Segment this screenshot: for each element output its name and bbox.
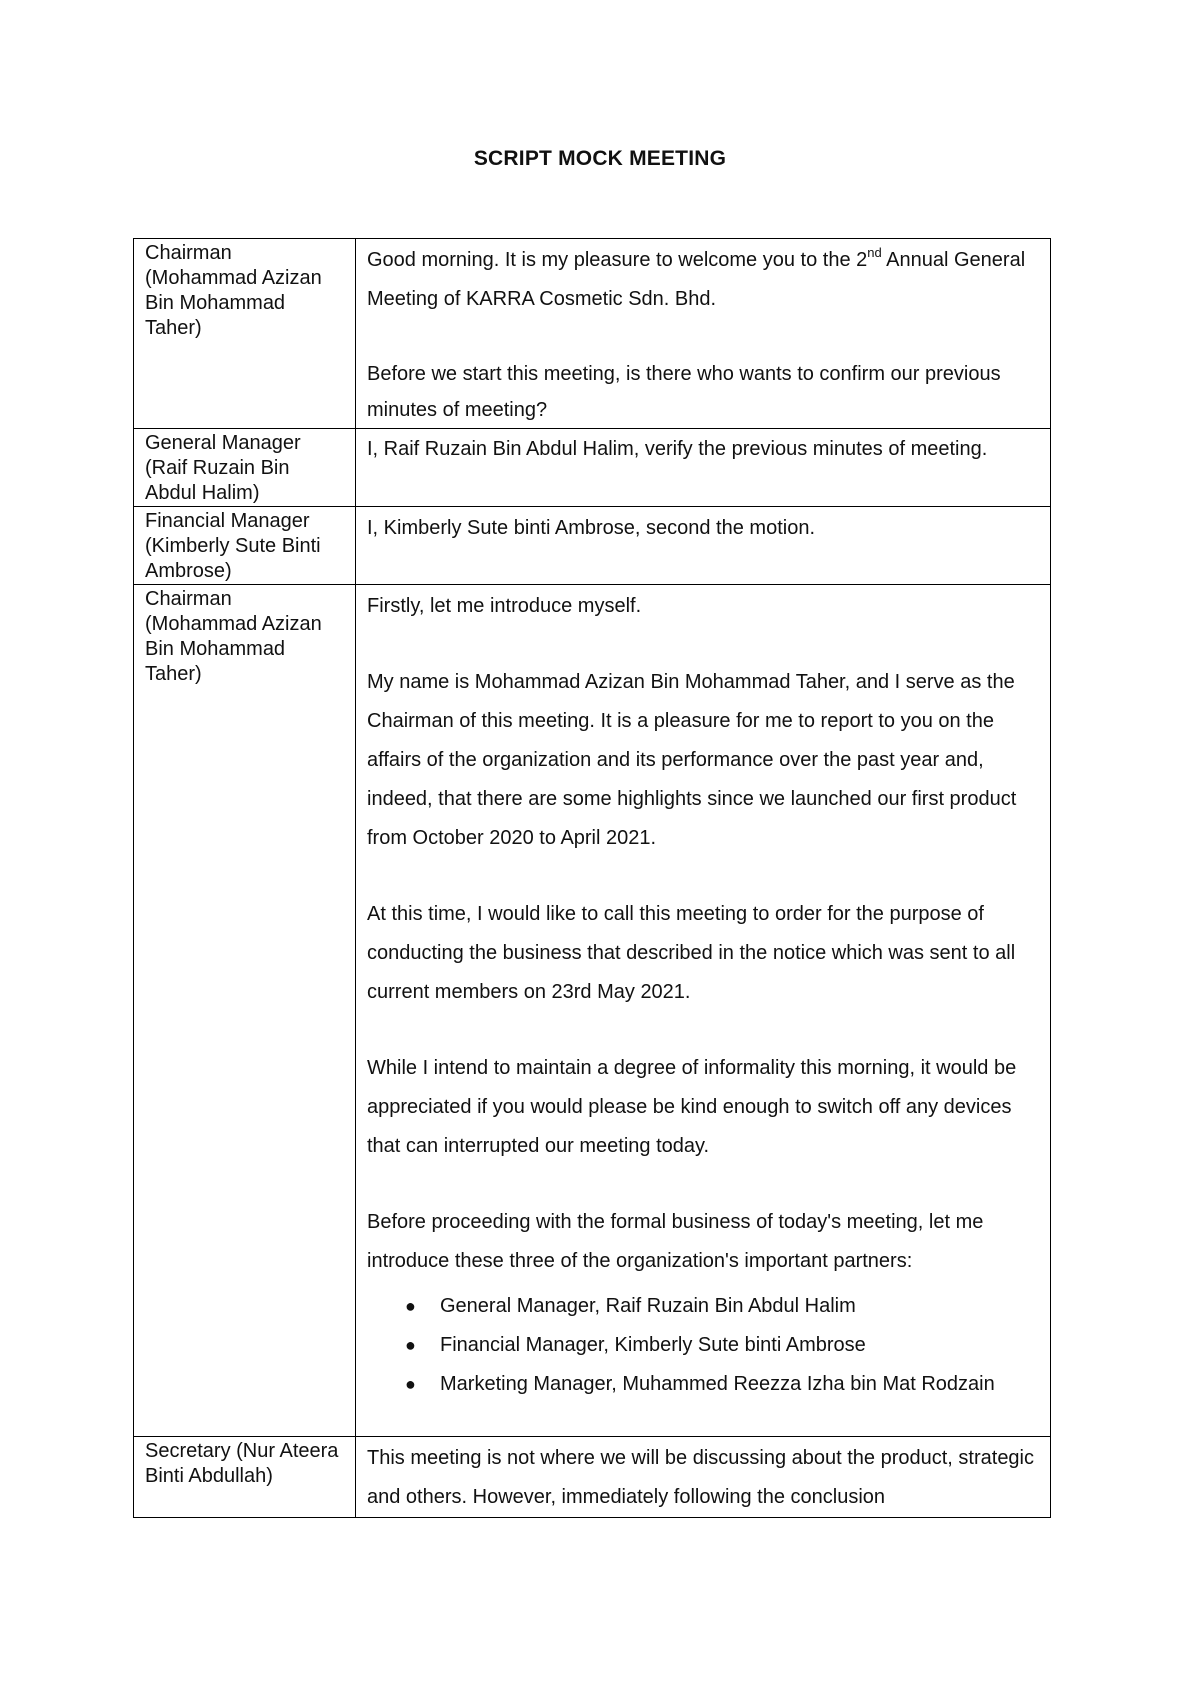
table-row <box>134 585 1051 1437</box>
list-item: ● Financial Manager, Kimberly Sute binti Ambrose <box>367 1326 1040 1365</box>
speech-cell <box>356 1437 1051 1518</box>
table-row <box>134 1437 1051 1518</box>
speaker-name: Secretary (Nur Ateera Binti Abdullah) <box>145 1440 339 1487</box>
bullet-icon: ● <box>405 1335 416 1355</box>
speaker-cell <box>134 585 356 1437</box>
ordinal-suffix: nd <box>867 245 882 260</box>
speaker-cell <box>134 239 356 429</box>
bullet-icon: ● <box>405 1296 416 1316</box>
speech-paragraph: I, Raif Ruzain Bin Abdul Halim, verify the previous minutes of meeting. <box>367 438 988 460</box>
speech-paragraph: At this time, I would like to call this meeting to order for the purpose of conducting the business that described in the notice which was sent to all current members on 23rd May 2021. <box>367 903 1016 1003</box>
speech-paragraph: Firstly, let me introduce myself. <box>367 595 642 617</box>
speech-paragraph: My name is Mohammad Azizan Bin Mohammad Taher, and I serve as the Chairman of this meeting. It is a pleasure for me to report to you on the affairs of the organization and its performance over the past year and, indeed, that there are some highlights since we launched our first product from October 2020 to April 2021. <box>367 671 1017 849</box>
speech-paragraph: Before proceeding with the formal business of today's meeting, let me introduce these three of the organization's important partners: <box>367 1211 984 1272</box>
table-row <box>134 507 1051 585</box>
speaker-name: Chairman (Mohammad Azizan Bin Mohammad Taher) <box>145 588 322 685</box>
speech-paragraph: This meeting is not where we will be discussing about the product, strategic and others. However, immediately following the conclusion <box>367 1447 1035 1508</box>
speaker-name: Chairman (Mohammad Azizan Bin Mohammad Taher) <box>145 242 322 339</box>
table-row <box>134 239 1051 429</box>
speech-cell <box>356 507 1051 585</box>
bullet-icon: ● <box>405 1374 416 1394</box>
speaker-cell <box>134 429 356 507</box>
speech-paragraph: Before we start this meeting, is there who wants to confirm our previous minutes of meeting? <box>367 363 1001 421</box>
speaker-cell <box>134 1437 356 1518</box>
speech-cell <box>356 429 1051 507</box>
speaker-name: General Manager (Raif Ruzain Bin Abdul Halim) <box>145 432 301 504</box>
speech-paragraph: I, Kimberly Sute binti Ambrose, second the motion. <box>367 517 815 539</box>
list-item: ● Marketing Manager, Muhammed Reezza Izha bin Mat Rodzain <box>367 1365 1040 1404</box>
document-title: SCRIPT MOCK MEETING <box>473 147 727 170</box>
speaker-name: Financial Manager (Kimberly Sute Binti Ambrose) <box>145 510 321 582</box>
speaker-cell <box>134 507 356 585</box>
table-row <box>134 429 1051 507</box>
cell-spacer <box>367 1404 1040 1436</box>
partners-list <box>367 1287 1040 1404</box>
speech-cell <box>356 585 1051 1437</box>
speech-cell <box>356 239 1051 429</box>
list-item: ● General Manager, Raif Ruzain Bin Abdul Halim <box>367 1287 1040 1326</box>
speech-paragraph: While I intend to maintain a degree of informality this morning, it would be appreciated if you would please be kind enough to switch off any devices that can interrupted our meeting today. <box>367 1057 1017 1157</box>
speech-paragraph: Good morning. It is my pleasure to welcome you to the 2nd Annual General Meeting of KARRA Cosmetic Sdn. Bhd. <box>367 245 1026 310</box>
script-table <box>133 238 1051 1518</box>
